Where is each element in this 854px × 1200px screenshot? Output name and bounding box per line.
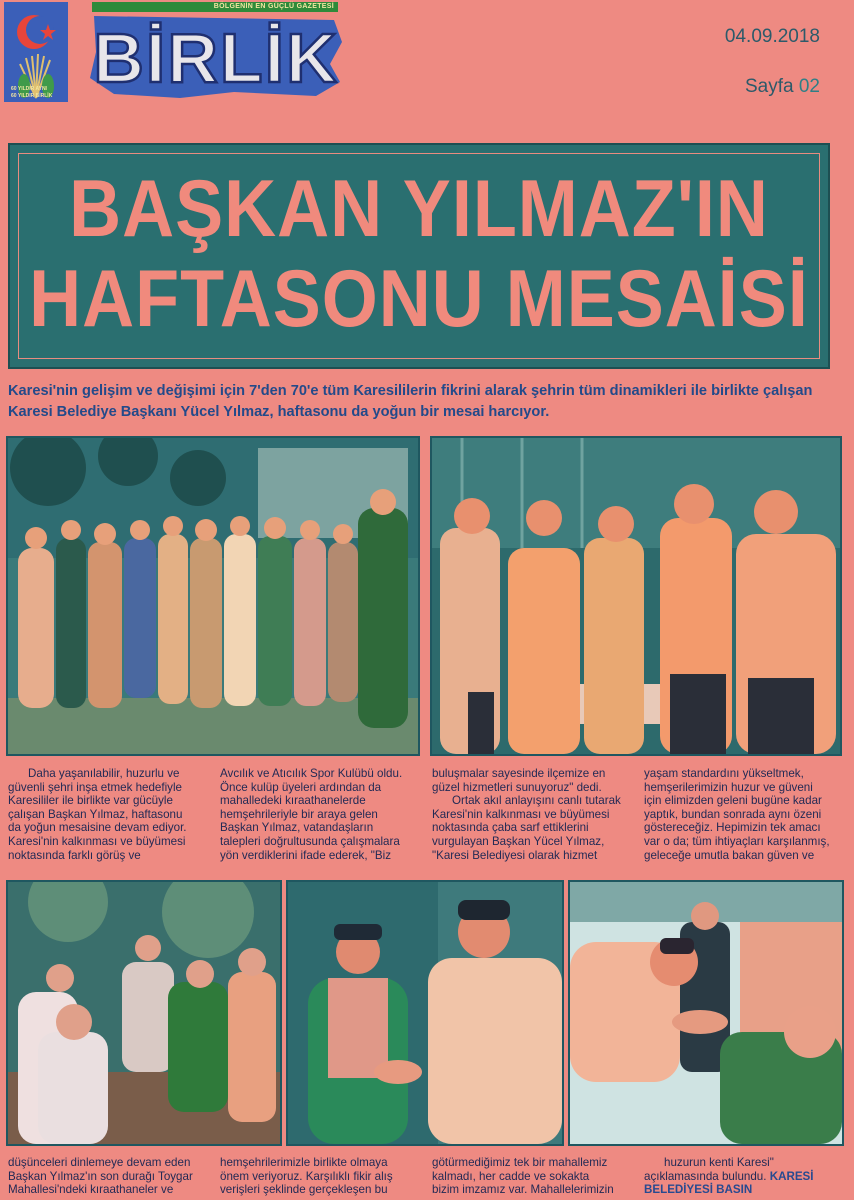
column-line: kalmadı, her cadde ve sokakta	[432, 1169, 590, 1183]
column-line: yaşam standardını yükseltmek,	[644, 767, 804, 780]
column-line: Daha yaşanılabilir, huzurlu ve	[28, 767, 180, 780]
column-line: buluşmalar sayesinde ilçemize en	[432, 767, 606, 780]
photo-group-table	[430, 436, 842, 756]
photo-hand-kiss	[568, 880, 844, 1146]
column-line: için elimizden geleni bugüne kadar	[644, 794, 822, 808]
column-line: güzel hizmetleri sunuyoruz" dedi.	[432, 780, 602, 794]
column-line: Başkan Yılmaz'ın son durağı Toygar	[8, 1169, 193, 1183]
photo-handshake	[286, 880, 564, 1146]
newspaper-logo	[84, 8, 346, 100]
column-line: hemşerilerimizin huzur ve güveni	[644, 780, 813, 794]
column-line: noktasında çaba sarf ettiklerini	[432, 821, 589, 835]
lower-column-4	[644, 1156, 844, 1197]
issue-date: 04.09.2018	[724, 26, 820, 47]
column-line: düşünceleri dinlemeye devam eden	[8, 1156, 191, 1169]
body-column-2	[220, 767, 416, 862]
photo-group-night	[6, 436, 420, 756]
column-line: güvenli şehri inşa etmek hedefiyle	[8, 780, 183, 794]
column-line: Önce kulüp üyeleri ardından da	[220, 780, 382, 794]
column-line: Ortak akıl anlayışını canlı tutarak	[452, 794, 621, 808]
logo-small-text-1: 60 YILDIR AYNI	[11, 86, 47, 92]
column-line: yaptık, bundan sonrada aynı özeni	[644, 807, 822, 821]
column-line: verişleri şeklinde gerçekleşen bu	[220, 1183, 388, 1197]
column-line: önem veriyoruz. Karşılıklı fikir alış	[220, 1169, 393, 1183]
column-line: bizim imzamız var. Mahallelerimizin	[432, 1183, 614, 1197]
photo-kiraathane	[6, 880, 282, 1146]
lead-paragraph: Karesi'nin gelişim ve değişimi için 7'den 70'e tüm Karesililerin fikrini alarak şehrin tüm dinamikleri ile birlikte çalışan Karesi Belediye Başkanı Yücel Yılmaz, haftasonu da yoğun bir mesai harcıyor.	[8, 383, 813, 420]
logo-emblem	[4, 2, 68, 102]
press-credit: BELEDİYESİ BASIN	[644, 1183, 753, 1197]
lower-column-2	[220, 1156, 420, 1197]
column-line: geleceğe umutla bakan güven ve	[644, 848, 815, 862]
column-line: götürmediğimiz tek bir mahallemiz	[432, 1156, 608, 1169]
column-line: Karesililer ile birlikte var gücüyle	[8, 794, 173, 808]
column-line: "Karesi Belediyesi olarak hizmet	[432, 848, 598, 862]
page-indicator	[745, 76, 820, 98]
column-line: noktasında farklı görüş ve	[8, 848, 141, 862]
headline-line-1: BAŞKAN YILMAZ'IN	[69, 164, 769, 254]
column-line: Mahallesi'ndeki kıraathaneler ve	[8, 1183, 174, 1197]
newspaper-name: BİRLİK	[93, 19, 339, 97]
headline-box	[8, 143, 830, 369]
body-column-4	[644, 767, 844, 862]
lower-column-1	[8, 1156, 208, 1197]
press-credit-inline: KARESİ	[769, 1169, 814, 1183]
column-line: çalışan Başkan Yılmaz, haftasonu	[8, 807, 183, 821]
column-line	[644, 1170, 844, 1184]
column-line: talepleri doğrultusunda çalışmalara	[220, 834, 400, 848]
headline-line-2: HAFTASONU MESAİSİ	[29, 254, 809, 344]
column-line: var o da; tüm ihtiyaçları karşılanmış,	[644, 834, 830, 848]
page-number: 02	[798, 76, 820, 97]
column-line: Başkan Yılmaz, vatandaşların	[220, 821, 374, 835]
body-column-1	[8, 767, 204, 862]
column-line: Karesi'nin kalkınması ve büyümesi	[432, 807, 610, 821]
slogan-band: BÖLGENİN EN GÜÇLÜ GAZETESİ	[92, 2, 338, 12]
column-line: hemşehrilerimizle birlikte olmaya	[220, 1156, 388, 1169]
column-line: da yoğun mesaisine devam ediyor.	[8, 821, 187, 835]
column-line: huzurun kenti Karesi"	[664, 1156, 774, 1169]
column-line: Karesi'nin kalkınması ve büyümesi	[8, 834, 186, 848]
logo-small-text-2: 60 YILDIR BİRLİK	[11, 93, 53, 99]
column-line: göstereceğiz. Hepimizin tek amacı	[644, 821, 821, 835]
column-line: vurgulayan Başkan Yücel Yılmaz,	[432, 834, 605, 848]
page-label: Sayfa	[744, 76, 794, 97]
column-line: hemşehrileriyle bir araya gelen	[220, 807, 378, 821]
column-line: Avcılık ve Atıcılık Spor Kulübü oldu.	[220, 767, 403, 780]
closing-sentence: açıklamasında bulundu.	[644, 1169, 767, 1183]
column-line: mahalledeki kıraathanelerde	[220, 794, 366, 808]
column-line: yön verdiklerini ifade ederek, "Biz	[220, 848, 392, 862]
body-column-3	[432, 767, 628, 862]
lower-column-3	[432, 1156, 632, 1197]
